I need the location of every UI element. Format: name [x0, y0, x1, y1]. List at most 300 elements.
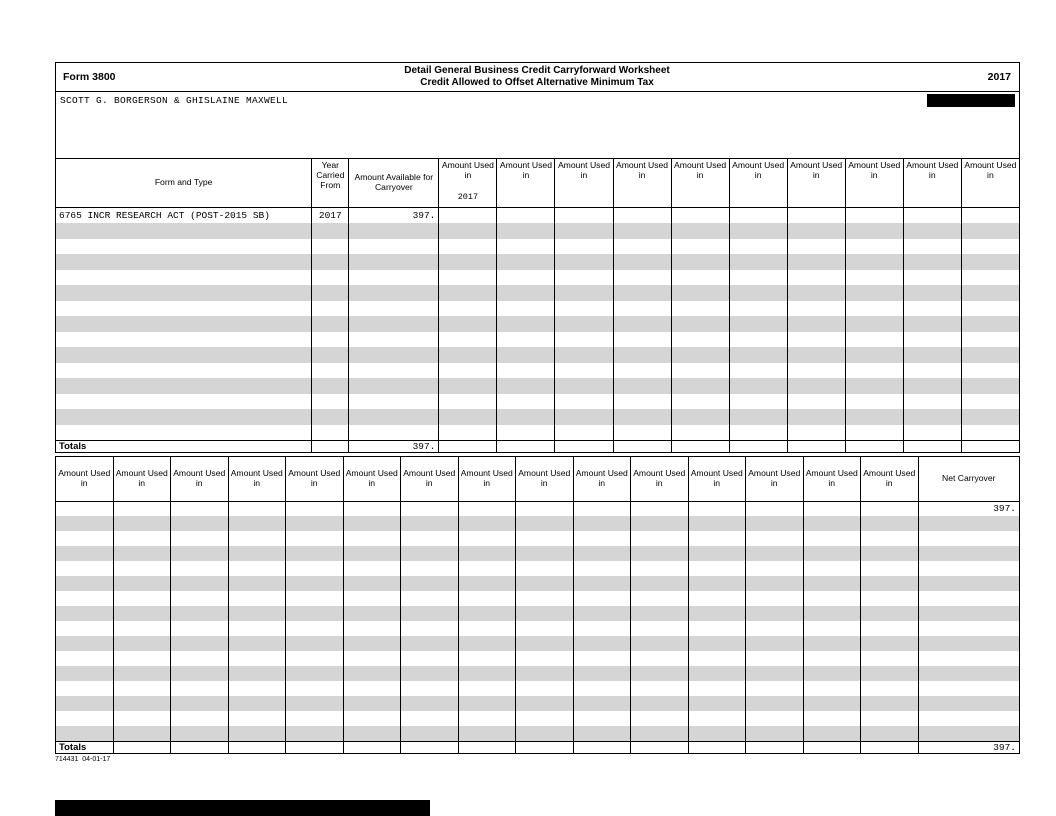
col-amount-used-in	[671, 159, 729, 208]
empty-cell	[439, 425, 497, 441]
empty-cell	[688, 576, 746, 591]
empty-cell	[787, 409, 845, 425]
empty-cell	[56, 301, 312, 317]
empty-cell	[746, 636, 804, 651]
empty-cell	[439, 223, 497, 239]
empty-cell	[439, 270, 497, 286]
empty-cell	[349, 332, 439, 348]
empty-cell	[349, 394, 439, 410]
empty-cell	[349, 363, 439, 379]
empty-cell	[439, 316, 497, 332]
empty-row	[56, 301, 1020, 317]
empty-cell	[961, 270, 1019, 286]
empty-cell	[903, 394, 961, 410]
empty-row	[56, 636, 1020, 651]
empty-cell	[671, 378, 729, 394]
empty-cell	[516, 516, 574, 531]
empty-cell	[961, 425, 1019, 441]
empty-cell	[343, 516, 401, 531]
empty-row	[56, 394, 1020, 410]
empty-cell	[401, 696, 459, 711]
empty-cell	[439, 254, 497, 270]
empty-cell	[961, 223, 1019, 239]
empty-cell	[439, 347, 497, 363]
header-spacer	[55, 109, 1020, 158]
empty-cell	[746, 726, 804, 741]
empty-cell	[688, 636, 746, 651]
form-title-line2: Credit Allowed to Offset Alternative Minimum Tax	[420, 77, 654, 88]
empty-cell	[787, 425, 845, 441]
empty-cell	[497, 394, 555, 410]
empty-cell	[671, 347, 729, 363]
empty-cell	[228, 516, 286, 531]
empty-cell	[803, 681, 861, 696]
empty-cell	[312, 270, 349, 286]
empty-cell	[286, 561, 344, 576]
col-amount-available-label: Amount Available for Carryover	[354, 172, 434, 192]
empty-cell	[688, 606, 746, 621]
empty-cell	[56, 651, 114, 666]
empty-cell	[401, 501, 459, 516]
empty-row	[56, 696, 1020, 711]
empty-cell	[631, 741, 689, 753]
empty-cell	[918, 681, 1020, 696]
empty-cell	[746, 711, 804, 726]
empty-cell	[497, 285, 555, 301]
empty-cell	[286, 576, 344, 591]
col-amount-used-in	[787, 159, 845, 208]
empty-cell	[56, 606, 114, 621]
empty-cell	[903, 285, 961, 301]
empty-cell	[903, 239, 961, 255]
col-amount-used-in	[746, 456, 804, 501]
empty-cell	[113, 651, 171, 666]
empty-cell	[516, 591, 574, 606]
empty-cell	[312, 347, 349, 363]
empty-cell	[349, 223, 439, 239]
empty-cell	[113, 531, 171, 546]
empty-cell	[671, 394, 729, 410]
empty-cell	[573, 696, 631, 711]
empty-cell	[113, 516, 171, 531]
empty-row	[56, 651, 1020, 666]
empty-cell	[56, 516, 114, 531]
col-amount-used-in-label: Amount Used in	[345, 467, 398, 488]
empty-cell	[458, 531, 516, 546]
empty-cell	[401, 636, 459, 651]
empty-cell	[688, 561, 746, 576]
empty-row	[56, 516, 1020, 531]
empty-cell	[113, 576, 171, 591]
empty-cell	[439, 332, 497, 348]
col-amount-used-in	[729, 159, 787, 208]
empty-cell	[458, 651, 516, 666]
empty-cell	[746, 741, 804, 753]
empty-cell	[861, 666, 919, 681]
empty-cell	[729, 347, 787, 363]
empty-cell	[787, 301, 845, 317]
empty-cell	[903, 409, 961, 425]
col-amount-used-in-label: Amount Used in	[690, 467, 743, 488]
empty-cell	[631, 651, 689, 666]
form-title-line1: Detail General Business Credit Carryforward Worksheet	[404, 64, 670, 76]
col-net-carryover	[918, 456, 1020, 501]
empty-cell	[918, 666, 1020, 681]
empty-cell	[497, 208, 555, 224]
empty-cell	[286, 606, 344, 621]
col-amount-used-in	[497, 159, 555, 208]
empty-cell	[401, 666, 459, 681]
empty-cell	[803, 606, 861, 621]
empty-cell	[671, 208, 729, 224]
empty-cell	[56, 591, 114, 606]
empty-cell	[787, 285, 845, 301]
col-amount-used-in-label: Amount Used in	[403, 467, 456, 488]
empty-cell	[903, 208, 961, 224]
empty-cell	[961, 378, 1019, 394]
empty-cell	[401, 606, 459, 621]
empty-cell	[803, 651, 861, 666]
empty-row	[56, 254, 1020, 270]
col-amount-used-in	[343, 456, 401, 501]
empty-cell	[787, 394, 845, 410]
col-amount-used-in-label: Amount Used in	[863, 467, 916, 488]
form-number: Form 3800	[63, 71, 116, 83]
col-amount-used-in	[171, 456, 229, 501]
empty-cell	[555, 239, 613, 255]
totals-label: Totals	[56, 741, 114, 753]
empty-cell	[787, 316, 845, 332]
empty-cell	[787, 332, 845, 348]
empty-cell	[171, 711, 229, 726]
empty-cell	[401, 726, 459, 741]
empty-cell	[573, 516, 631, 531]
empty-cell	[861, 696, 919, 711]
empty-cell	[171, 726, 229, 741]
col-amount-used-in-label: Amount Used in	[674, 160, 727, 180]
empty-cell	[787, 239, 845, 255]
empty-cell	[312, 301, 349, 317]
empty-cell	[688, 711, 746, 726]
empty-cell	[613, 270, 671, 286]
empty-cell	[631, 726, 689, 741]
empty-cell	[631, 666, 689, 681]
empty-cell	[861, 561, 919, 576]
col-amount-used-in	[439, 159, 497, 208]
empty-cell	[555, 270, 613, 286]
col-amount-used-in-label: Amount Used in	[732, 160, 785, 180]
empty-cell	[343, 531, 401, 546]
empty-cell	[286, 696, 344, 711]
empty-cell	[228, 711, 286, 726]
col-amount-used-in-label: Amount Used in	[633, 467, 686, 488]
empty-cell	[787, 378, 845, 394]
empty-cell	[631, 621, 689, 636]
empty-cell	[343, 666, 401, 681]
empty-cell	[286, 591, 344, 606]
used-in-year: 2017	[457, 192, 479, 203]
empty-cell	[171, 576, 229, 591]
empty-cell	[343, 681, 401, 696]
empty-cell	[56, 239, 312, 255]
empty-cell	[961, 440, 1019, 452]
col-amount-used-in-label: Amount Used in	[518, 467, 571, 488]
empty-cell	[845, 363, 903, 379]
empty-cell	[56, 696, 114, 711]
totals-net-carryover: 397.	[918, 741, 1020, 753]
empty-cell	[613, 285, 671, 301]
empty-cell	[343, 621, 401, 636]
empty-cell	[401, 711, 459, 726]
col-year-carried-from	[312, 159, 349, 208]
empty-cell	[113, 636, 171, 651]
empty-cell	[746, 501, 804, 516]
empty-cell	[113, 561, 171, 576]
empty-row	[56, 425, 1020, 441]
empty-cell	[516, 636, 574, 651]
form-header	[55, 62, 1020, 92]
col-amount-used-in-label: Amount Used in	[748, 467, 801, 488]
empty-cell	[746, 561, 804, 576]
empty-cell	[56, 576, 114, 591]
empty-cell	[401, 516, 459, 531]
empty-cell	[961, 208, 1019, 224]
empty-cell	[903, 332, 961, 348]
empty-cell	[671, 425, 729, 441]
col-form-and-type-label: Form and Type	[154, 177, 213, 188]
empty-cell	[113, 681, 171, 696]
empty-cell	[803, 591, 861, 606]
col-amount-used-in	[516, 456, 574, 501]
empty-cell	[803, 696, 861, 711]
empty-cell	[787, 223, 845, 239]
empty-cell	[343, 696, 401, 711]
empty-cell	[458, 501, 516, 516]
empty-cell	[613, 301, 671, 317]
empty-cell	[286, 651, 344, 666]
empty-cell	[573, 591, 631, 606]
empty-cell	[439, 440, 497, 452]
empty-cell	[613, 208, 671, 224]
empty-cell	[349, 239, 439, 255]
empty-cell	[845, 332, 903, 348]
empty-cell	[171, 621, 229, 636]
col-year-carried-from-label: Year Carried From	[316, 160, 345, 190]
empty-cell	[286, 501, 344, 516]
empty-cell	[458, 591, 516, 606]
empty-cell	[56, 546, 114, 561]
empty-cell	[631, 531, 689, 546]
empty-cell	[113, 711, 171, 726]
empty-cell	[171, 636, 229, 651]
empty-cell	[555, 425, 613, 441]
empty-cell	[671, 301, 729, 317]
empty-cell	[286, 531, 344, 546]
empty-cell	[555, 223, 613, 239]
empty-row	[56, 666, 1020, 681]
empty-cell	[729, 332, 787, 348]
cell-net-carryover: 397.	[918, 501, 1020, 516]
empty-cell	[56, 270, 312, 286]
empty-cell	[555, 208, 613, 224]
empty-cell	[573, 711, 631, 726]
empty-cell	[56, 254, 312, 270]
empty-cell	[312, 409, 349, 425]
empty-cell	[573, 576, 631, 591]
col-amount-used-in	[228, 456, 286, 501]
empty-cell	[439, 394, 497, 410]
empty-cell	[228, 591, 286, 606]
col-amount-used-in	[401, 456, 459, 501]
empty-cell	[961, 363, 1019, 379]
col-amount-available	[349, 159, 439, 208]
empty-cell	[688, 621, 746, 636]
empty-cell	[613, 239, 671, 255]
empty-cell	[113, 591, 171, 606]
empty-cell	[349, 316, 439, 332]
empty-cell	[613, 425, 671, 441]
empty-cell	[56, 681, 114, 696]
col-amount-used-in-label: Amount Used in	[460, 467, 513, 488]
empty-cell	[803, 516, 861, 531]
empty-cell	[671, 409, 729, 425]
empty-cell	[286, 681, 344, 696]
empty-row	[56, 270, 1020, 286]
empty-cell	[286, 516, 344, 531]
empty-cell	[845, 254, 903, 270]
empty-cell	[671, 440, 729, 452]
empty-cell	[228, 726, 286, 741]
empty-cell	[613, 409, 671, 425]
worksheet-page	[55, 62, 1020, 763]
empty-cell	[803, 636, 861, 651]
empty-cell	[497, 270, 555, 286]
empty-cell	[56, 223, 312, 239]
empty-cell	[171, 501, 229, 516]
empty-cell	[613, 378, 671, 394]
col-amount-used-in-label: Amount Used in	[805, 467, 858, 488]
empty-cell	[746, 531, 804, 546]
col-amount-used-in	[613, 159, 671, 208]
empty-cell	[688, 741, 746, 753]
empty-cell	[861, 501, 919, 516]
empty-cell	[729, 425, 787, 441]
empty-cell	[516, 531, 574, 546]
empty-cell	[113, 741, 171, 753]
empty-cell	[171, 651, 229, 666]
empty-cell	[688, 726, 746, 741]
empty-cell	[613, 316, 671, 332]
empty-cell	[671, 223, 729, 239]
empty-cell	[613, 440, 671, 452]
empty-cell	[918, 591, 1020, 606]
empty-cell	[349, 301, 439, 317]
empty-cell	[903, 223, 961, 239]
empty-cell	[439, 239, 497, 255]
col-amount-used-in-label: Amount Used in	[173, 467, 226, 488]
empty-cell	[458, 726, 516, 741]
empty-cell	[729, 378, 787, 394]
empty-cell	[401, 561, 459, 576]
empty-cell	[497, 223, 555, 239]
empty-cell	[349, 378, 439, 394]
table2-totals-row	[56, 741, 1020, 753]
cell-form-and-type: 6765 INCR RESEARCH ACT (POST-2015 SB)	[56, 208, 312, 224]
empty-cell	[516, 621, 574, 636]
empty-cell	[171, 741, 229, 753]
carryforward-row	[56, 208, 1020, 224]
cell-amount-available: 397.	[349, 208, 439, 224]
empty-cell	[787, 440, 845, 452]
empty-cell	[555, 409, 613, 425]
empty-cell	[439, 378, 497, 394]
empty-cell	[845, 239, 903, 255]
col-amount-used-in-label: Amount Used in	[499, 160, 552, 180]
empty-cell	[729, 409, 787, 425]
empty-cell	[343, 726, 401, 741]
empty-cell	[861, 741, 919, 753]
empty-cell	[228, 741, 286, 753]
empty-cell	[171, 531, 229, 546]
empty-row	[56, 606, 1020, 621]
col-amount-used-in	[286, 456, 344, 501]
empty-cell	[729, 239, 787, 255]
empty-cell	[671, 239, 729, 255]
empty-cell	[961, 254, 1019, 270]
col-amount-used-in	[113, 456, 171, 501]
empty-cell	[903, 316, 961, 332]
empty-cell	[729, 208, 787, 224]
empty-cell	[312, 440, 349, 452]
empty-cell	[555, 378, 613, 394]
empty-cell	[631, 636, 689, 651]
empty-cell	[286, 726, 344, 741]
empty-cell	[458, 636, 516, 651]
empty-cell	[312, 394, 349, 410]
empty-cell	[688, 501, 746, 516]
empty-cell	[286, 711, 344, 726]
empty-cell	[516, 561, 574, 576]
empty-cell	[729, 301, 787, 317]
empty-cell	[903, 378, 961, 394]
col-amount-used-in	[688, 456, 746, 501]
empty-cell	[631, 501, 689, 516]
empty-cell	[497, 440, 555, 452]
empty-cell	[861, 621, 919, 636]
empty-cell	[688, 546, 746, 561]
empty-cell	[903, 363, 961, 379]
empty-cell	[631, 591, 689, 606]
empty-cell	[56, 332, 312, 348]
empty-cell	[497, 254, 555, 270]
empty-cell	[613, 254, 671, 270]
empty-row	[56, 621, 1020, 636]
empty-cell	[401, 741, 459, 753]
empty-cell	[845, 347, 903, 363]
empty-cell	[113, 501, 171, 516]
empty-cell	[56, 409, 312, 425]
empty-cell	[845, 301, 903, 317]
empty-cell	[729, 254, 787, 270]
empty-cell	[961, 332, 1019, 348]
empty-cell	[228, 681, 286, 696]
col-amount-used-in-label: Amount Used in	[288, 467, 341, 488]
empty-cell	[286, 636, 344, 651]
empty-cell	[613, 363, 671, 379]
empty-cell	[312, 332, 349, 348]
empty-cell	[961, 394, 1019, 410]
empty-cell	[671, 332, 729, 348]
